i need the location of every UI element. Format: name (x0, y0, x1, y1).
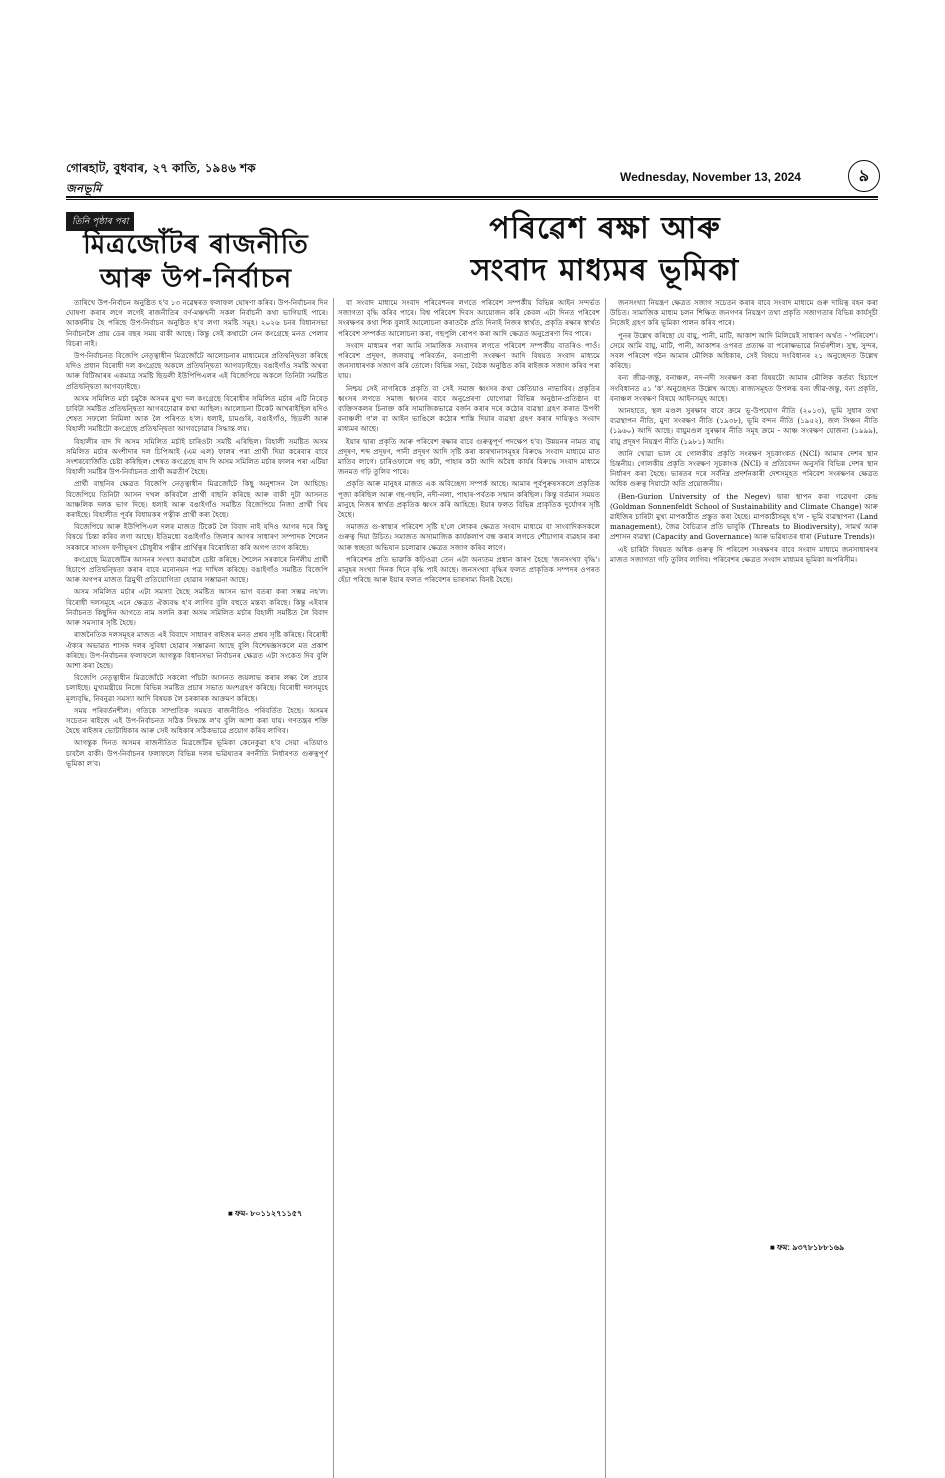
paragraph: ৰাজনৈতিক দলসমূহৰ মাজত এই বিবাদে সাধাৰণ ৰাইজৰ মনত প্ৰশ্নৰ সৃষ্টি কৰিছে। বিৰোধী ঐক্যৰ অভাৱত শাসক দলৰ সুবিধা হোৱাৰ সম্ভাৱনা আছে বুলি বিশেষজ্ঞসকলে মত প্ৰকাশ কৰিছে। উপ-নিৰ্বাচনৰ ফলাফলে আগন্তুক বিধানসভা নিৰ্বাচনৰ ক্ষেত্ৰত এটা সংকেত দিব বুলি আশা কৰা হৈছে। (66, 630, 328, 670)
paragraph: বন্য জীৱ-জন্তু, বনাঞ্চল, নদ-নদী সংৰক্ষণ কৰা বিষয়টো আমাৰ মৌলিক কৰ্তব্য হিচাপে সংবিধানত ৫১ 'ক' অনুচ্ছেদত উল্লেখ আছে। ৰাজ্যসমূহত উপলব্ধ বন্য জীৱ-জন্তু, বন্য প্ৰকৃতি, বনাঞ্চল সংৰক্ষণ বিষয়ে আইনসমূহ আছে। (610, 373, 878, 403)
paragraph: ইয়াৰ দ্বাৰা প্ৰকৃতি আৰু পৰিবেশ ৰক্ষাৰ বাবে গুৰুত্বপূৰ্ণ পদক্ষেপ হ'ব। উন্নয়নৰ নামত বায়ু প্ৰদূষণ, শব্দ প্ৰদূষণ, পানী প্ৰদূষণ আদি সৃষ্টি কৰা কাৰখানাসমূহৰ বিৰুদ্ধে সংবাদ মাধ্যমে মাত মাতিব লাগে। চাৰিওফালে গছ কটা, পাহাৰ কটা আদি অবৈধ কাৰ্যৰ বিৰুদ্ধে সংবাদ মাধ্যমে জনমত গঢ়ি তুলিব পাৰে। (338, 436, 600, 477)
paragraph: জনসংখ্যা নিয়ন্ত্ৰণ ক্ষেত্ৰত সজাগ সচেতন কৰাৰ বাবে সংবাদ মাধ্যমে গুৰু দায়িত্ব বহন কৰা উচিত। সামাজিক মাধ্যম চলন শিক্ষিত জনগণৰ নিয়ন্ত্ৰণ তথা প্ৰকৃতি সজাগতাৰ বিভিন্ন কাৰ্যসূচী নিজেই গ্ৰহণ কৰি ভূমিকা পালন কৰিব পাৰে। (610, 298, 878, 328)
paragraph: তাৰিখে উপ-নিৰ্বাচন অনুষ্ঠিত হ'ব ১৩ নৱেম্বৰত ফলাফল ঘোষণা কৰিব। উপ-নিৰ্বাচনৰ দিন ঘোষণা কৰাৰ লগে লগেই ৰাজনীতিৰ বৰ্ণ-মঞ্চখনী সকল নিৰ্বাচনী কথা ভাগিয়াই পাৰে। আকৰ্ষনীয় হৈ পৰিছে উপ-নিৰ্বাচন অনুষ্ঠিত হ'ব লগা সমষ্টি সমূহ। ২০২৬ চনৰ বিধানসভা নিৰ্বাচনলৈ প্ৰায় ডেৰ বছৰ সময় বাকী আছে। কিন্তু সেই কথাটো নেন কংগ্ৰেছে মনত পেলাব বিচৰা নাই। (66, 298, 328, 348)
paragraph: উপ-নিৰ্বাচনত বিজেপি নেতৃত্বাধীন মিত্ৰজোঁটে আলোচনাৰ মাধ্যমেৰে প্ৰতিদ্বন্দ্বিতা কৰিছে যদিও প্ৰধান বিৰোধী দল কংগ্ৰেছে অকলে প্ৰতিদ্বন্দ্বিতা আগবঢ়াইছে। বঙাইগাঁও সমষ্টি অথবা আৰু বিটিআৰৰ একমাত্ৰ সমষ্টি ছিডলী ইউপিপিএলৰ এই বিজেপিয়ে অকলে তিনিটা সমষ্টিত প্ৰতিদ্বন্দ্বিতা আগবঢ়াইছে। (66, 351, 328, 391)
left-phone-code: ■ ফম- ৮০১১২৭১১৫৭ (228, 1209, 303, 1218)
paragraph: প্ৰাৰ্থী বাছনিৰ ক্ষেত্ৰত বিজেপি নেতৃত্বাধীন মিত্ৰজোঁটে কিছু অনুশাসন লৈ আহিছে। বিজেপিয়ে তিনিটা আসন দখল কৰিবলৈ প্ৰাৰ্থী বাছনি কৰিছে আৰু বাকী দুটা আসনত আঞ্চলিক দলক ভাগ দিছে। ধলাই আৰু বঙাইগাঁও সমষ্টিত বিজেপিয়ে নিজা প্ৰাৰ্থী থিয় কৰাইছে। বিহালীত পূৰ্বৰ বিধায়কৰ পত্নীক প্ৰাৰ্থী কৰা হৈছে। (66, 479, 328, 520)
paragraph: সময় পৰিবৰ্তনশীল। গতিকে সাম্প্ৰতিক সময়ত ৰাজনীতিও পৰিবৰ্তিত হৈছে। অসমৰ সচেতন ৰাইজে এই উপ-নিৰ্বাচনত সঠিক সিদ্ধান্ত ল'ব বুলি আশা কৰা যায়। গণতন্ত্ৰৰ শক্তি হৈছে ৰাইজৰ ভোটাধিকাৰ আৰু সেই অধিকাৰ সঠিকভাৱে প্ৰয়োগ কৰিব লাগিব। (66, 705, 328, 736)
header-rule (66, 196, 878, 198)
page-number: ৯ (848, 160, 880, 192)
paragraph: বিজেপি নেতৃত্বাধীন মিত্ৰজোঁটে সকলো পাঁচটা আসনত জয়লাভ কৰাৰ লক্ষ্য লৈ প্ৰচাৰ চলাইছে। মুখ্যমন্ত্ৰীয়ে নিজে বিভিন্ন সমষ্টিত প্ৰচাৰ সভাত অংশগ্ৰহণ কৰিছে। বিৰোধী দলসমূহে মূল্যবৃদ্ধি, নিবনুৱা সমস্যা আদি বিষয়ক লৈ চৰকাৰক আক্ৰমণ কৰিছে। (66, 673, 328, 703)
paragraph: প্ৰকৃতি আৰু মানুহৰ মাজত এক অবিচ্ছেদ্য সম্পৰ্ক আছে। আমাৰ পূৰ্বপুৰুষসকলে প্ৰকৃতিক পূজা কৰিছিল আৰু গছ-গছনি, নদী-নলা, পাহাৰ-পৰ্বতক সন্মান কৰিছিল। কিন্তু বৰ্তমান সময়ত মানুহে নিজৰ স্বাৰ্থত প্ৰকৃতিক ধ্বংস কৰি আহিছে। ইয়াৰ ফলত বিভিন্ন প্ৰাকৃতিক দুৰ্যোগৰ সৃষ্টি হৈছে। (338, 479, 600, 520)
column-divider (605, 298, 606, 1478)
right-headline-line1: পৰিৱেশ ৰক্ষা আৰু (489, 211, 721, 246)
paragraph: জানি খোৱা ভাল যে গোলকীয় প্ৰকৃতি সংৰক্ষণ সূচকাংকত (NCI) আমাৰ দেশৰ স্থান চিন্তনীয়। গোলকীয় প্ৰকৃতি সংৰক্ষণ সূচকাংক (NCI) ৰ প্ৰতিবেদন অনুসৰি বিভিন্ন দেশৰ স্থান নিৰ্ধাৰণ কৰা হৈছে। ভাৰতৰ দৰে সৰ্বনিম্ন প্ৰদৰ্শনকাৰী দেশসমূহত পৰিবেশ সংৰক্ষণৰ ক্ষেত্ৰত অধিক গুৰুত্ব দিয়াটো অতি প্ৰয়োজনীয়। (610, 448, 878, 489)
right-headline (400, 208, 810, 292)
paragraph: পুনৰ উল্লেখ কৰিছো যে বায়ু, পানী, মাটি, আকাশ আদি মিলিয়েই সাধাৰণ অৰ্থত - 'পৰিবেশ'। সেয়ে আমি বায়ু, মাটি, পানী, আকাশৰ ওপৰত প্ৰত্যক্ষ বা পৰোক্ষভাৱে নিৰ্ভৰশীল। সুস্থ, সুন্দৰ, সবল পৰিবেশ গঠন আমাৰ মৌলিক অধিকাৰ, সেই বিষয়ে সংবিধানৰ ২১ অনুচ্ছেদত উল্লেখ কৰিছে। (610, 330, 878, 371)
left-headline-line1: মিত্ৰজোঁটৰ ৰাজনীতি (83, 230, 309, 260)
paragraph: বিহালীৰ বাদ দি অসম সমিলিত মৰ্চাই চাৰিওটা সমষ্টি এৰিছিল। বিহালী সমষ্টিত অসম সমিলিত মৰ্চাৰ অংশীদাৰ দল চিপিআই (এম এল) ফালৰ পৰা প্ৰাৰ্থী দিয়া কৰেবাৰ বাবে সংশৰবোৰ্জিতি চেষ্টা কৰিছিল। শেষত কংগ্ৰেছে বাদ দি অসম সমিলিত মৰ্চাৰ ফালৰ পৰা এটিয়া বিহালী সমষ্টিৰ উপ-নিৰ্বাচনত প্ৰাৰ্থী অৱতীৰ্ণ হৈছে। (66, 436, 328, 477)
continued-tag: তিনি পৃষ্ঠাৰ পৰা (66, 212, 134, 231)
left-article-body (66, 298, 328, 1478)
header-rule-thin (66, 199, 878, 200)
paragraph: কংগ্ৰেছে মিত্ৰজোঁটৰ আসনৰ সংখ্যা কমাবলৈ চেষ্টা কৰিছে। শৈলেন সৰকাৰে নিৰ্দলীয় প্ৰাৰ্থী হিচাপে প্ৰতিদ্বন্দ্বিতা কৰাৰ বাবে মনোনয়ন পত্ৰ দাখিল কৰিছে। বঙাইগাঁও সমষ্টিত বিজেপি আৰু অগপৰ মাজত ত্ৰিমুখী প্ৰতিযোগিতা হোৱাৰ সম্ভাৱনা আছে। (66, 554, 328, 585)
right-headline-line2: সংবাদ মাধ্যমৰ ভূমিকা (470, 253, 740, 288)
paragraph: আগন্তুক দিনত অসমৰ ৰাজনীতিত মিত্ৰজোঁটৰ ভূমিকা কেনেকুৱা হ'ব সেয়া এতিয়াও চাবলৈ বাকী। উপ-নিৰ্বাচনৰ ফলাফলে বিভিন্ন দলৰ ভৱিষ্যতৰ ৰণনীতি নিৰ্ধাৰণত গুৰুত্বপূৰ্ণ ভূমিকা ল'ব। (66, 738, 328, 768)
newspaper-brand: জনভূমি (66, 182, 102, 195)
paragraph: অসম সমিলিত মৰ্চা চমুকৈ অসমৰ মুখ্য দল কংগ্ৰেছে বিৰোধীৰ সমিলিত মৰ্চাৰ এটি নিবেড় চাবিটা সমষ্টিত প্ৰতিদ্বন্দ্বিতা আগবঢ়োৱাৰ কথা আছিল। আলোচনা টিকেট আখৰাইছিল যদিও শেষত সফলো নিমিলা আক লৈ পৰিণত হ'ল। ধলাই, চামগুৰি, বঙাইগাঁও, ছিডলী আৰু বিহালী সমষ্টিটো কংগ্ৰেছে প্ৰতিদ্বন্দ্বিতা আগবঢ়োৱাৰ সিদ্ধান্ত লয়। (66, 393, 328, 434)
paragraph: (Ben-Gurion University of the Negev) দ্বাৰা স্থাপন কৰা গৱেষণা কেন্দ্ৰ (Goldman Sonnenfeldt School of Sustainability and Climate Change) আৰু ৱাইজিৰ চাৰিটা মুখ্য মাপকাঠীত প্ৰস্তুত কৰা হৈছে। মাপকাঠীসমূহ হ'ল - ভূমি ব্যৱস্থাপনা (Land management), জৈৱ বৈচিত্ৰ্যৰ প্ৰতি ভাবুকি (Threats to Biodiversity), সামৰ্থ আৰু প্ৰশাসন ব্যৱস্থা (Capacity and Governance) আৰু ভৱিষ্যতৰ ধাৰা (Future Trends)। (610, 491, 878, 542)
paragraph: আনহাতে, স্থল মণ্ডল সুৰক্ষাৰ বাবে ক্ৰমে ভূ-উপযোগ নীতি (২০১৩), ভূমি সুধাৰ তথা ব্যৱস্থাপন নীতি, মুদা সংৰক্ষণ নীতি (১৯৩৮), ভূমি বন্দন নীতি (১৯৫২), জল সিঞ্চন নীতি (১৯৬০) আদি আছে। বায়ুমণ্ডল সুৰক্ষাৰ নীতি সমূহ ক্ৰমে - আঞ্চ সংৰক্ষণ যোজনা (১৯৯৯), বায়ু প্ৰদূষণ নিয়ন্ত্ৰণ নীতি (১৯৮১) আদি। (610, 406, 878, 446)
right-phone-code: ■ ফম: ৯৩৭৮১৮৮১৬৯ (770, 1243, 845, 1252)
paragraph: সংবাদ মাধ্যমৰ পৰা আমি সামাজিক সংবাদৰ লগতে পৰিবেশ সম্পৰ্কীয় বাতৰিও পাওঁ। পৰিবেশ প্ৰদূষণ, জলবায়ু পৰিবৰ্তন, বন্যপ্ৰাণী সংৰক্ষণ আদি বিষয়ত সংবাদ মাধ্যমে জনসাধাৰণক সজাগ কৰি তোলে। বিভিন্ন সভা, বৈঠক অনুষ্ঠিত কৰি ৰাইজক সজাগ কৰিব পৰা যায়। (338, 340, 600, 381)
paragraph: এই চাৰিটা বিষয়ত অধিক গুৰুত্ব দি পৰিবেশ সংৰক্ষণৰ বাবে সংবাদ মাধ্যমে জনসাধাৰণৰ মাজত সজাগতা গঢ়ি তুলিব লাগিব। পৰিবেশৰ ক্ষেত্ৰত সংবাদ মাধ্যমৰ ভূমিকা অপৰিসীম। (610, 544, 878, 564)
paragraph: অসম সমিলিত মৰ্চাৰ এটা সমস্যা হৈছে সমষ্টিত আসন ভাগ বতৰা কৰা সম্ভৱ নহ'ল। বিৰোধী দলসমূহে এনে ক্ষেত্ৰত ঐক্যবদ্ধ হ'ব লাগিব বুলি বহুতে মন্তব্য কৰিছে। কিন্তু এইবাৰ নিৰ্বাচনত কিছুদিন আগতে নাম সলনি কৰা অসম সমিলিত মৰ্চাৰ বিহালী সমষ্টিত লৈ বিবাদ আৰু সমস্যাৰ সৃষ্টি হৈছে। (66, 587, 328, 628)
paragraph: নিশ্চয় সেই নাগৰিকে প্ৰকৃতি বা সেই সমাজ ধ্বংসৰ কথা কেতিয়াও নাভাবিব। প্ৰকৃতিৰ ধ্বংসৰ লগতে সমাজ ধ্বংসৰ বাবে অনুপ্ৰেৰণা যোগোৱা বিভিন্ন অনুষ্ঠান-প্ৰতিষ্ঠান বা ব্যক্তিসকলৰ চিনাক্ত কৰি সামাজিকভাৱে বৰ্জন কৰাৰ দৰে কঠোৰ ব্যৱস্থা গ্ৰহণ কৰাত উপগী বনাঞ্চলী গ'ল বা আইন ভাঙিলে কঠোৰ শাস্তি দিয়াৰ ব্যৱস্থা গ্ৰহণ কৰাৰ দায়িত্বও সংবাদ মাধ্যমৰ আছে। (338, 383, 600, 434)
right-article-body-col2 (338, 298, 600, 1478)
paragraph: পৰিবেশৰ প্ৰতি ভাৱুকি কঢ়িওৱা তেন এটা অন্যতম প্ৰধান কাৰণ হৈছে 'জনসংখ্যা বৃদ্ধি'। মানুহৰ সংখ্যা দিনক দিনে বৃদ্ধি পাই আছে। জনসংখ্যা বৃদ্ধিৰ ফলত প্ৰাকৃতিক সম্পদৰ ওপৰত হেঁচা পৰিছে আৰু ইয়াৰ ফলত পৰিবেশৰ ভাৰসাম্য বিনষ্ট হৈছে। (338, 554, 600, 585)
paragraph: সমাজত গু-স্বাস্থ্যৰ পৰিবেশ সৃষ্টি হ'লে লোকৰ ক্ষেত্ৰত সংবাদ মাধ্যমে বা সাংবাদিকসকলে গুৰুত্ব দিয়া উচিত। সমাজত অসামাজিক কাৰ্যকলাপ বন্ধ কৰাৰ লগতে শৌচাগাৰ ব্যৱহাৰ কৰা আৰু স্বচ্ছতা অভিযান চলোৱাৰ ক্ষেত্ৰত সজাগ কৰিব লাগে। (338, 522, 600, 552)
left-headline-line2: আৰু উপ-নিৰ্বাচন (99, 264, 293, 294)
column-divider (333, 298, 334, 1478)
paragraph: বা সংবাদ মাধ্যমে সংবাদ পৰিবেশনৰ লগতে পৰিবেশ সম্পৰ্কীয় বিভিন্ন আইন সন্দৰ্ভত সজাগতা বৃদ্ধি কৰিব পাৰে। বিশ্ব পৰিবেশ দিবস আয়োজন কৰি কেবল এটা দিনত পৰিবেশ সংৰক্ষণৰ কথা শিক বুলাই আলোচনা কৰাতকৈ প্ৰতি দিনাই নিজৰ স্বাৰ্থত, প্ৰকৃতি ৰক্ষাৰ স্বাৰ্থত পৰিবেশ সম্পৰ্কত আলোচনা কৰা, গছপুলি ৰোপণ কৰা আদি ক্ষেত্ৰত অনুপ্ৰেৰণা দিব পাৰে। (338, 298, 600, 338)
header-location-date: গোৰহাট, বুধবাৰ, ২৭ কাতি, ১৯৪৬ শক (66, 161, 256, 175)
english-date: Wednesday, November 13, 2024 (620, 170, 801, 184)
paragraph: বিজেপিয়ে আৰু ইউপিপিএল দলৰ মাজত টিকেট লৈ বিবাদ নাই যদিও আগৰ দৰে কিছু বিষয়ে চিন্তা কৰিব লগা আছে। ইতিমধ্যে বঙাইগাঁও জিলাৰ আগৰ সাধাৰণ সম্পাদক শৈলেন সৰকাৰে সাংসদ ফণীভূষণ চৌধুৰীৰ পত্নীৰ প্ৰাৰ্থিত্বৰ বিৰোধিতা কৰি অগপ ত্যাগ কৰিছে। (66, 522, 328, 552)
left-headline (66, 228, 326, 296)
right-article-body-col3 (610, 298, 878, 1468)
